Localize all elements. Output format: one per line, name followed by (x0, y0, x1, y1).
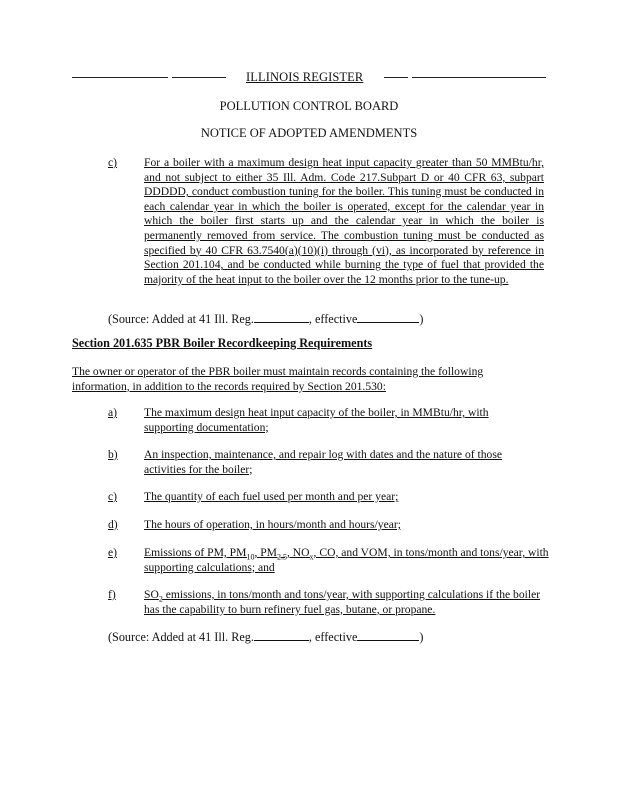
source-effective: , effective (308, 312, 358, 326)
item-text-part: SO (144, 588, 159, 601)
item-label: c) (108, 490, 118, 503)
item-text-part: , PM (254, 546, 277, 559)
source-blank (357, 312, 419, 323)
header-rule-left-2 (172, 77, 226, 78)
item-label: b) (108, 448, 118, 461)
item-text (144, 546, 556, 575)
item-text (144, 588, 544, 617)
item-text: For a boiler with a maximum design heat input capacity greater than 50 MMBtu/hr, and not subject to either 35 Ill. Adm. Code 217.Subpart D or 40 CFR 63, subpart DDDDD, conduct combustion tuning for the boiler. This tuning must be conducted in each calendar year in which the boiler is operated, except for the calendar year in which the boiler first starts up and the calendar year in which the boiler is permanently removed from service. The combustion tuning must be conducted as specified by 40 CFR 63.7540(a)(10)(i) through (vi), as incorporated by reference in Section 201.104, and be conducted while burning the type of fuel that provided the majority of the heat input to the boiler over the 12 months prior to the tune-up. (144, 156, 544, 286)
item-label: c) (108, 156, 118, 169)
item-text-part: Emissions of PM, PM (144, 546, 247, 559)
item-text: An inspection, maintenance, and repair log with dates and the nature of those activities for the boiler; (144, 448, 503, 476)
header-rule-right-2 (412, 77, 546, 78)
source-blank (357, 630, 419, 641)
notice-title: NOTICE OF ADOPTED AMENDMENTS (200, 126, 418, 140)
item-text: The maximum design heat input capacity of the boiler, in MMBtu/hr, with supporting documentation; (144, 406, 489, 434)
source-note (108, 630, 423, 645)
source-suffix: ) (419, 630, 424, 644)
subscript: 10 (246, 552, 255, 562)
section-heading: Section 201.635 PBR Boiler Recordkeeping Requirements (72, 336, 373, 350)
subscript: x (309, 552, 314, 562)
item-text-part: emissions, in tons/month and tons/year, with supporting calculations if the boiler has the capability to burn refinery fuel gas, butane, or propane. (144, 588, 541, 616)
source-suffix: ) (419, 312, 424, 326)
item-text: The hours of operation, in hours/month and hours/year; (144, 518, 401, 531)
header-rule-left-1 (72, 77, 168, 78)
item-label: e) (108, 546, 118, 559)
item-text-part: , CO, and VOM, in tons/month and tons/year, with supporting calculations; and (144, 546, 549, 574)
item-text: The quantity of each fuel used per month and per year; (144, 490, 399, 503)
item-text-part: , NO (287, 546, 310, 559)
subscript: 2 (158, 594, 163, 604)
register-title: ILLINOIS REGISTER (246, 70, 364, 84)
header-rule-right-1 (384, 77, 408, 78)
item-label: d) (108, 518, 118, 531)
board-name: POLLUTION CONTROL BOARD (219, 99, 399, 113)
source-effective: , effective (308, 630, 358, 644)
source-blank (254, 630, 309, 641)
source-prefix: (Source: Added at 41 Ill. Reg. (108, 312, 254, 326)
subscript: 2.5 (277, 552, 287, 562)
source-prefix: (Source: Added at 41 Ill. Reg. (108, 630, 254, 644)
source-blank (254, 312, 309, 323)
intro-text: The owner or operator of the PBR boiler must maintain records containing the following information, in addition to the records required by Section 201.530: (72, 365, 484, 393)
item-label: f) (108, 588, 116, 601)
item-label: a) (108, 406, 118, 419)
source-note (108, 312, 423, 327)
